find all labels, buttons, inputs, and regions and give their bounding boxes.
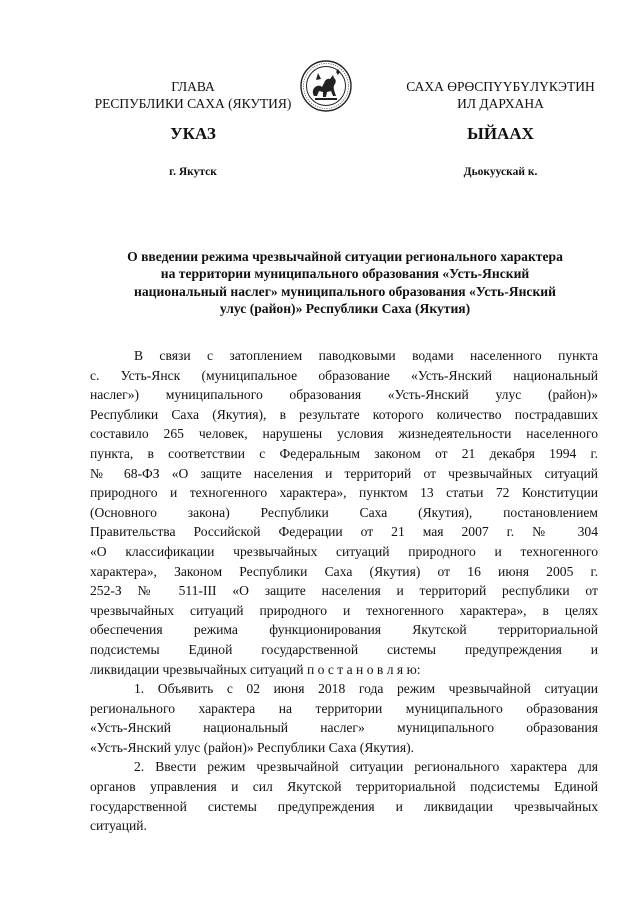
text-line: ситуаций.: [90, 818, 147, 834]
decree-title-line: улус (район)» Республики Саха (Якутия): [219, 300, 471, 316]
text-line: 252-З № 511-III «О защите населения и территорий республики от: [90, 583, 598, 599]
decree-title-line: на территории муниципального образования «Усть-Янский: [160, 266, 530, 282]
text-line: характера», Законом Республики Саха (Якутия) от 16 июня 2005 г.: [90, 563, 598, 579]
decree-title-line: национальный наслег» муниципального образования «Усть-Янский: [134, 283, 556, 299]
text-line: природного и техногенного характера», пунктом 13 статьи 72 Конституции: [90, 485, 598, 501]
clause-1-paragraph: [90, 679, 598, 757]
issuer-ru-line2: РЕСПУБЛИКИ САХА (ЯКУТИЯ): [94, 96, 292, 111]
text-line: обеспечения режима функционирования Якутской территориальной: [90, 622, 598, 638]
text-line: «Усть-Янский национальный наслег» муниципального образования: [90, 720, 598, 736]
clause-2-paragraph: [90, 757, 598, 835]
text-line: Правительства Российской Федерации от 21 мая 2007 г. № 304: [90, 524, 598, 540]
decree-title: [92, 248, 598, 317]
decree-body: [90, 346, 598, 836]
text-line: № 68-ФЗ «О защите населения и территорий от чрезвычайных ситуаций: [90, 465, 598, 481]
issuer-sah-line1: САХА ӨРӨСПҮҮБҮЛҮКЭТИН: [406, 79, 595, 94]
republic-emblem-icon: [300, 58, 352, 114]
text-line: (Основного закона) Республики Саха (Якутия), постановлением: [90, 504, 598, 520]
text-line: с. Усть-Янск (муниципальное образование «Усть-Янский национальный: [90, 367, 598, 383]
text-line: 1. Объявить с 02 июня 2018 года режим чрезвычайной ситуации: [134, 681, 598, 697]
text-line: органов управления и сил Якутской территориальной подсистемы Единой: [90, 779, 598, 795]
issuer-sah-line2: ИЛ ДАРХАНА: [457, 96, 544, 111]
text-line: подсистемы Единой государственной системы предупреждения и: [90, 641, 598, 657]
text-line: «О классификации чрезвычайных ситуаций природного и техногенного: [90, 543, 598, 559]
text-line: государственной системы предупреждения и ликвидации чрезвычайных: [90, 798, 598, 814]
issuer-russian: [78, 78, 308, 112]
text-line: В связи с затоплением паводковыми водами населенного пункта: [134, 348, 598, 363]
doc-type-russian: УКАЗ: [170, 124, 216, 143]
text-line: Республики Саха (Якутия), в результате которого количество пострадавших: [90, 406, 598, 422]
doc-type-sakha: ЫЙААХ: [467, 124, 534, 143]
text-line: наслег») муниципального образования «Усть-Янский улус (район)»: [90, 387, 598, 403]
issuer-sakha: [388, 78, 613, 112]
preamble-paragraph: [90, 346, 598, 679]
text-line: ликвидации чрезвычайных ситуаций п о с т а н о в л я ю:: [90, 661, 421, 677]
text-line: 2. Ввести режим чрезвычайной ситуации регионального характера для: [134, 759, 598, 775]
text-line: «Усть-Янский улус (район)» Республики Саха (Якутия).: [90, 739, 414, 755]
text-line: чрезвычайных ситуаций природного и техногенного характера», в целях: [90, 602, 598, 618]
city-russian: г. Якутск: [169, 166, 217, 178]
text-line: пункта, в соответствии с Федеральным законом от 21 декабря 1994 г.: [90, 445, 598, 461]
text-line: регионального характера на территории муниципального образования: [90, 700, 598, 716]
city-sakha: Дьокуускай к.: [463, 166, 538, 178]
decree-title-line: О введении режима чрезвычайной ситуации регионального характера: [127, 249, 563, 264]
text-line: составило 265 человек, нарушены условия жизнедеятельности населенного: [90, 426, 598, 442]
issuer-ru-line1: ГЛАВА: [171, 79, 215, 94]
